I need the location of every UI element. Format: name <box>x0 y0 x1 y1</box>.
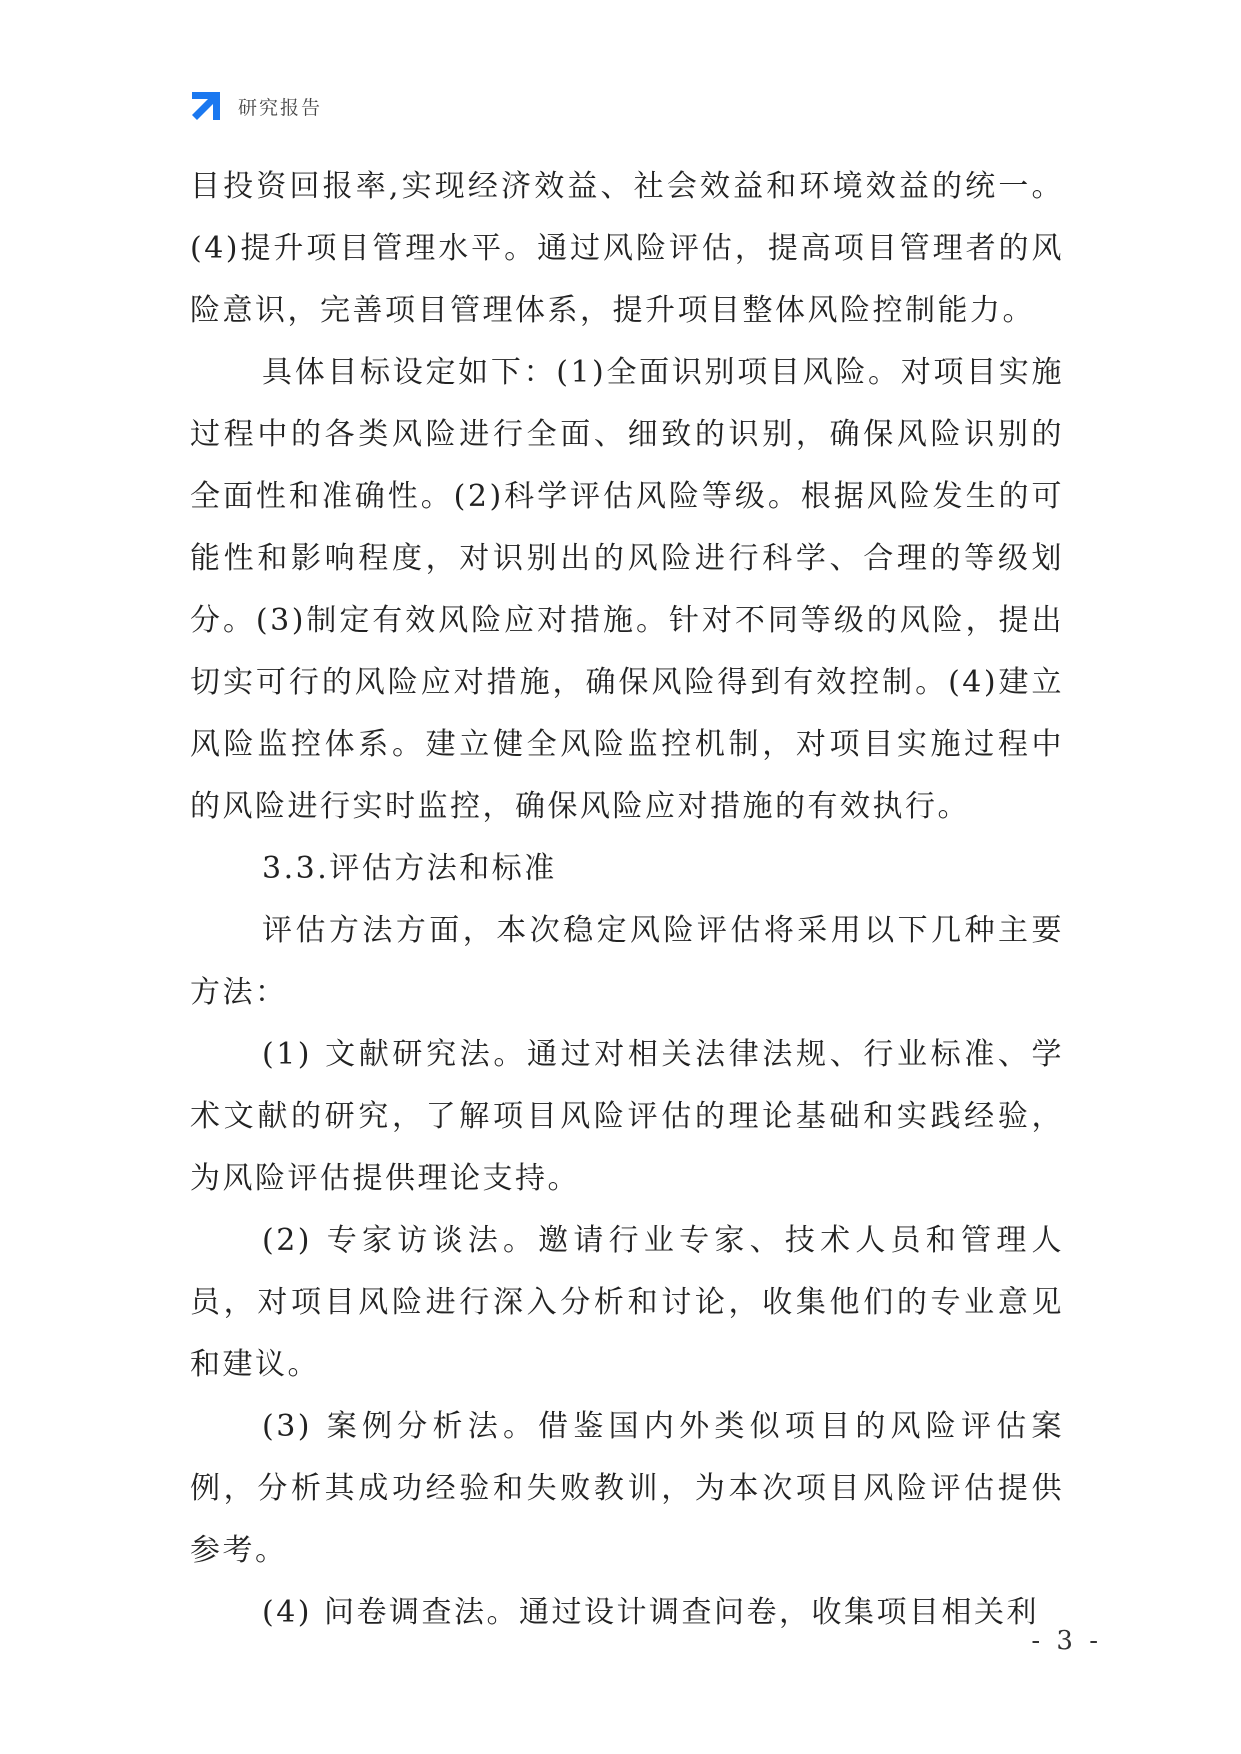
paragraph: 具体目标设定如下：(1)全面识别项目风险。对项目实施过程中的各类风险进行全面、细致的识别，确保风险识别的全面性和准确性。(2)科学评估风险等级。根据风险发生的可能性和影响程度，对识别出的风险进行科学、合理的等级划分。(3)制定有效风险应对措施。针对不同等级的风险，提出切实可行的风险应对措施，确保风险得到有效控制。(4)建立风险监控体系。建立健全风险监控机制，对项目实施过程中的风险进行实时监控，确保风险应对措施的有效执行。 <box>190 355 1064 824</box>
list-item: (3) 案例分析法。借鉴国内外类似项目的风险评估案例，分析其成功经验和失败教训，为本次项目风险评估提供参考。 <box>190 1409 1064 1568</box>
document-body <box>190 156 1064 1644</box>
report-label: 研究报告 <box>238 96 323 119</box>
list-item: (2) 专家访谈法。邀请行业专家、技术人员和管理人员，对项目风险进行深入分析和讨论，收集他们的专业意见和建议。 <box>190 1223 1064 1382</box>
page-number: - 3 - <box>1031 1626 1102 1656</box>
arrow-up-right-icon <box>188 88 224 124</box>
page-header <box>188 88 322 124</box>
list-item: (1) 文献研究法。通过对相关法律法规、行业标准、学术文献的研究，了解项目风险评估的理论基础和实践经验，为风险评估提供理论支持。 <box>190 1037 1064 1196</box>
list-item: (4) 问卷调查法。通过设计调查问卷，收集项目相关利 <box>262 1595 1040 1630</box>
paragraph: 评估方法方面，本次稳定风险评估将采用以下几种主要方法： <box>190 913 1064 1010</box>
section-heading: 3.3.评估方法和标准 <box>262 851 557 886</box>
paragraph: 目投资回报率,实现经济效益、社会效益和环境效益的统一。(4)提升项目管理水平。通过风险评估，提高项目管理者的风险意识，完善项目管理体系，提升项目整体风险控制能力。 <box>190 169 1064 328</box>
